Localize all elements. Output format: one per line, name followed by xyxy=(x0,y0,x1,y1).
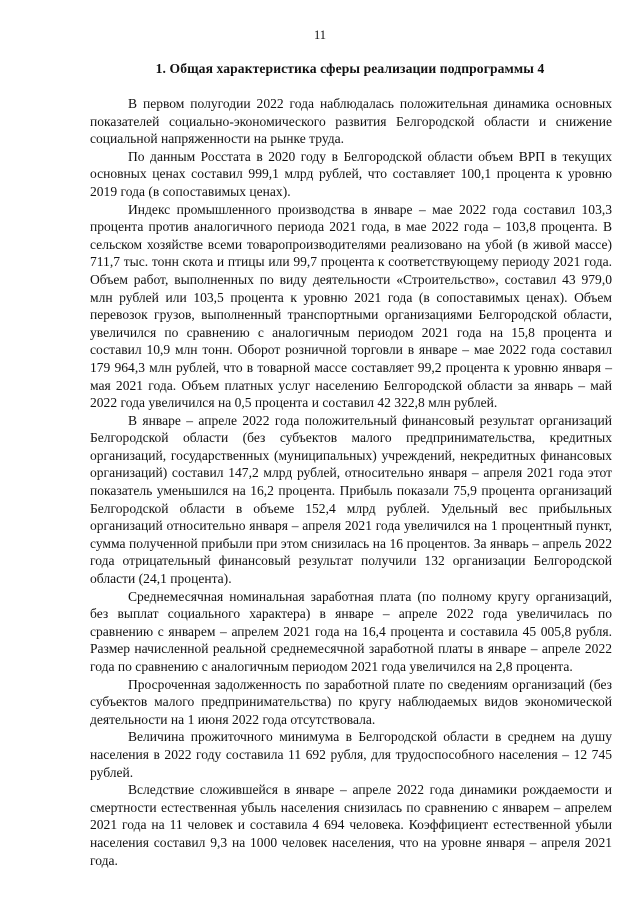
paragraph-industrial-index: Индекс промышленного производства в январе – мае 2022 года составил 103,3 процента против аналогичного периода 2021 года, в мае 2022 года – 103,8 процента. В сельском хозяйстве всеми товаропроизводителями реализовано на убой (в живой массе) 711,7 тыс. тонн скота и птицы или 99,7 процента к соответствующему периоду 2021 года. Объем работ, выполненных по виду деятельности «Строительство», составил 43 979,0 млн рублей или 103,5 процента к уровню 2021 года (в сопоставимых ценах). Объем перевозок грузов, выполненный транспортными организациями Белгородской области, увеличился по сравнению с аналогичным периодом 2021 года на 15,8 процента и составил 10,9 млн тонн. Оборот розничной торговли в январе – мае 2022 года составил 179 964,3 млн рублей, что в товарной массе составляет 99,2 процента к уровню января – мая 2021 года. Объем платных услуг населению Белгородской области за январь – май 2022 года увеличился на 0,5 процента и составил 42 322,8 млн рублей. xyxy=(90,201,612,411)
paragraph-financial-result: В январе – апреле 2022 года положительный финансовый результат организаций Белгородской области (без субъектов малого предпринимательства, кредитных организаций, государственных (муниципальных) учреждений, некредитных финансовых организаций) составил 147,2 млрд рублей, относительно января – апреля 2021 года этот показатель уменьшился на 16,2 процента. Прибыль показали 75,9 процента организаций Белгородской области в объеме 152,4 млрд рублей. Удельный вес прибыльных организаций относительно января – апреля 2021 года увеличился на 1 процентный пункт, сумма полученной прибыли при этом снизилась на 16 процентов. За январь – апрель 2022 года отрицательный финансовый результат получили 132 организации Белгородской области (24,1 процента). xyxy=(90,412,612,587)
document-body xyxy=(90,95,612,869)
paragraph-wages: Среднемесячная номинальная заработная плата (по полному кругу организаций, без выплат социального характера) в январе – апреле 2022 года увеличилась по сравнению с январем – апрелем 2021 года на 16,4 процента и составила 45 005,8 рубля. Размер начисленной реальной среднемесячной заработной платы в январе – апреле 2022 года по сравнению с аналогичным периодом 2021 года увеличился на 2,8 процента. xyxy=(90,588,612,674)
paragraph-subsistence-minimum: Величина прожиточного минимума в Белгородской области в среднем на душу населения в 2022 году составила 11 692 рубля, для трудоспособного населения – 12 745 рублей. xyxy=(90,729,612,780)
paragraph-grp: По данным Росстата в 2020 году в Белгородской области объем ВРП в текущих основных ценах составил 999,1 млрд рублей, что составляет 100,1 процента к уровню 2019 года (в сопоставимых ценах). xyxy=(90,148,612,199)
page-number: 11 xyxy=(313,28,327,42)
paragraph-population-decline: Вследствие сложившейся в январе – апреле 2022 года динамики рождаемости и смертности естественная убыль населения снизилась по сравнению с январем – апрелем 2021 года на 11 человек и составила 4 694 человека. Коэффициент естественной убыли населения составил 9,3 на 1000 человек населения, что на уровне января – апреля 2021 года. xyxy=(90,782,612,868)
paragraph-economic-dynamics: В первом полугодии 2022 года наблюдалась положительная динамика основных показателей социально-экономического развития Белгородской области и снижение социальной напряженности на рынке труда. xyxy=(90,96,612,147)
section-title: 1. Общая характеристика сферы реализации подпрограммы 4 xyxy=(155,61,545,76)
paragraph-wage-arrears: Просроченная задолженность по заработной плате по сведениям организаций (без субъектов малого предпринимательства) по кругу наблюдаемых видов экономической деятельности на 1 июня 2022 года отсутствовала. xyxy=(90,676,612,727)
